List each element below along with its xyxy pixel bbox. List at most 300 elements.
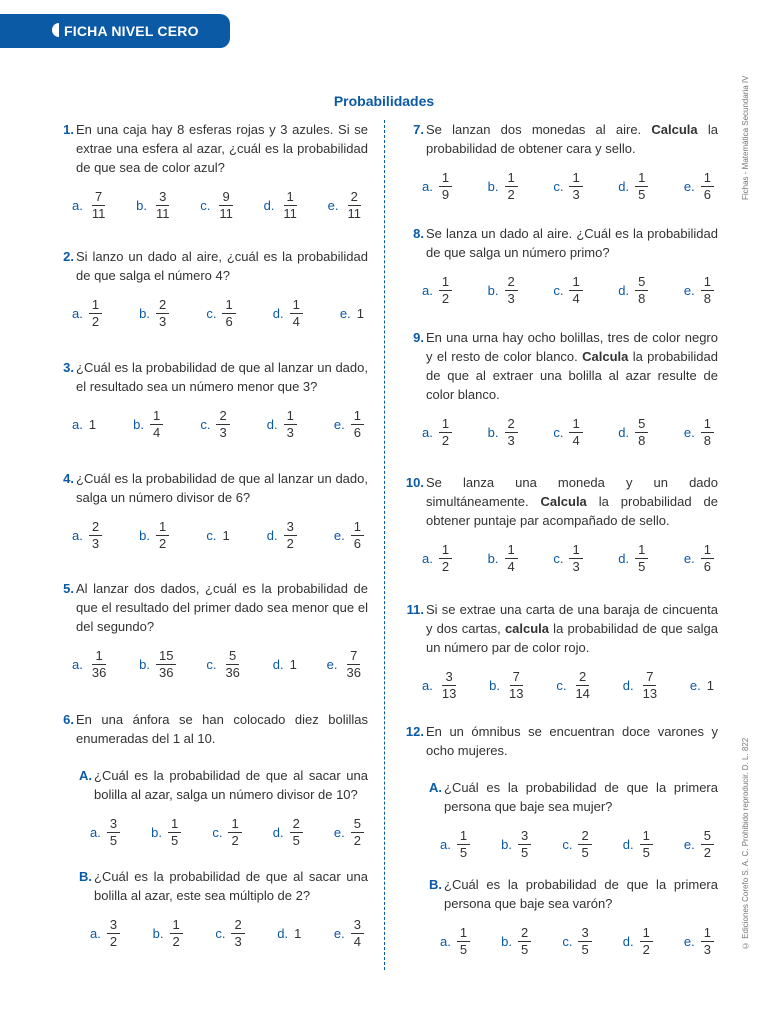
option-letter: a.: [422, 678, 433, 693]
answer-option[interactable]: [422, 416, 452, 449]
question-6: [50, 710, 368, 950]
option-letter: e.: [339, 306, 351, 321]
question-text: Se lanza un dado al aire. ¿Cuál es la probabilidad de que salga un número primo?: [426, 226, 718, 260]
fraction: [569, 542, 582, 575]
question-1: [50, 120, 368, 222]
question-text: En un ómnibus se encuentran doce varones y ocho mujeres.: [426, 724, 718, 758]
question-header: [400, 120, 718, 158]
answer-option[interactable]: [215, 917, 244, 950]
fraction-numerator: 3: [107, 917, 120, 934]
fraction-numerator: 3: [518, 828, 531, 845]
question-number: 4.: [63, 471, 74, 486]
answer-option[interactable]: [273, 657, 297, 672]
question-text: ¿Cuál es la probabilidad de que al lanzar un dado, salga un número divisor de 6?: [76, 471, 368, 505]
fraction-numerator: 5: [635, 416, 648, 433]
answer-option[interactable]: [334, 917, 364, 950]
answer-option[interactable]: [553, 416, 582, 449]
question-text: ¿Cuál es la probabilidad de que la primera persona que baje sea mujer?: [444, 780, 718, 814]
question-text: ¿Cuál es la probabilidad de que la primera persona que baje sea varón?: [444, 877, 718, 911]
fraction-denominator: 8: [703, 433, 711, 448]
fraction: [168, 816, 181, 849]
fraction: [107, 816, 120, 849]
option-letter: c.: [215, 926, 226, 941]
fraction: [701, 925, 714, 958]
option-letter: d.: [272, 306, 284, 321]
answer-option[interactable]: [422, 274, 452, 307]
option-letter: b.: [487, 425, 499, 440]
option-letter: c.: [553, 283, 564, 298]
fraction-numerator: 1: [505, 542, 518, 559]
fraction-denominator: 3: [159, 314, 167, 329]
answer-option[interactable]: [684, 170, 714, 203]
answer-option[interactable]: [72, 417, 96, 432]
option-letter: b.: [151, 825, 162, 840]
fraction-numerator: 3: [351, 917, 364, 934]
fraction-denominator: 14: [575, 686, 590, 701]
fraction-numerator: 2: [505, 416, 518, 433]
answer-option[interactable]: [133, 408, 163, 441]
option-letter: a.: [72, 528, 83, 543]
answer-option[interactable]: [328, 189, 364, 222]
answer-option[interactable]: [200, 189, 236, 222]
question-number: 8.: [413, 226, 424, 241]
fraction-numerator: 1: [505, 170, 518, 187]
fraction-denominator: 5: [171, 833, 179, 848]
answer-option[interactable]: [72, 297, 102, 330]
answer-option[interactable]: [684, 274, 714, 307]
fraction: [518, 828, 531, 861]
fraction-denominator: 2: [441, 559, 450, 574]
fraction-denominator: 4: [572, 433, 580, 448]
option-value: 1: [294, 926, 302, 941]
fraction-numerator: 1: [351, 408, 364, 425]
fraction-denominator: 5: [459, 845, 468, 860]
fraction-denominator: 11: [155, 206, 170, 221]
fraction-denominator: 5: [292, 833, 300, 848]
column-divider: [384, 120, 385, 970]
fraction-numerator: 2: [348, 189, 361, 206]
fraction-numerator: 2: [89, 519, 102, 536]
option-letter: e.: [333, 926, 345, 941]
answer-option[interactable]: [334, 816, 364, 849]
answer-option[interactable]: [422, 669, 459, 702]
fraction: [701, 274, 714, 307]
answer-option[interactable]: [623, 828, 653, 861]
fraction-denominator: 5: [638, 187, 646, 202]
answer-options: [50, 408, 368, 441]
answer-option[interactable]: [136, 189, 172, 222]
answer-option[interactable]: [153, 917, 183, 950]
answer-option[interactable]: [139, 519, 169, 552]
fraction-denominator: 6: [225, 314, 233, 329]
fraction: [505, 274, 518, 307]
answer-option[interactable]: [422, 170, 452, 203]
fraction: [280, 189, 300, 222]
fraction-denominator: 6: [703, 559, 711, 574]
header-tab-label: FICHA NIVEL CERO: [64, 23, 199, 39]
option-letter: e.: [683, 283, 695, 298]
fraction-numerator: 1: [439, 416, 452, 433]
option-letter: a.: [422, 425, 433, 440]
question-text-part: la probabilidad de que salga un número par de color rojo.: [426, 621, 718, 655]
answer-option[interactable]: [488, 274, 518, 307]
answer-option[interactable]: [684, 925, 714, 958]
answer-option[interactable]: [277, 926, 301, 941]
question-12a: [420, 778, 718, 861]
question-text-part: la probabilidad de obtener cara y sello.: [426, 122, 718, 156]
fraction-denominator: 3: [703, 942, 711, 957]
fraction-denominator: 2: [172, 934, 180, 949]
answer-option[interactable]: [206, 528, 229, 543]
fraction-denominator: 6: [353, 425, 361, 440]
fraction: [701, 828, 714, 861]
answer-option[interactable]: [422, 542, 452, 575]
answer-option[interactable]: [206, 648, 243, 681]
fraction-denominator: 8: [703, 291, 711, 306]
answer-option[interactable]: [273, 816, 303, 849]
option-letter: e.: [327, 198, 339, 213]
fraction: [439, 170, 452, 203]
question-number: B.: [79, 869, 92, 884]
fraction: [701, 170, 714, 203]
question-header: [50, 120, 368, 177]
answer-options: [50, 297, 368, 330]
answer-options: [50, 189, 368, 222]
question-header: [50, 358, 368, 396]
fraction-numerator: 1: [701, 416, 714, 433]
fraction: [290, 816, 303, 849]
option-letter: d.: [263, 198, 275, 213]
answer-option[interactable]: [267, 408, 297, 441]
fraction-numerator: 2: [505, 274, 518, 291]
answer-option[interactable]: [264, 189, 300, 222]
answer-options: [400, 416, 718, 449]
question-text: En una ánfora se han colocado diez bolillas enumeradas del 1 al 10.: [76, 712, 368, 746]
question-number: 10.: [405, 475, 424, 490]
fraction: [89, 297, 102, 330]
answer-options: [50, 648, 368, 681]
option-letter: b.: [133, 417, 144, 432]
option-letter: d.: [618, 179, 630, 194]
answer-option[interactable]: [139, 648, 176, 681]
answer-options: [70, 816, 368, 849]
question-header: [70, 766, 368, 804]
answer-option[interactable]: [267, 519, 297, 552]
fraction-denominator: 2: [703, 845, 711, 860]
fraction-numerator: 2: [156, 297, 169, 314]
fraction: [156, 519, 169, 552]
fraction-numerator: 3: [442, 669, 455, 686]
option-letter: c.: [212, 825, 223, 840]
question-header: [400, 224, 718, 262]
answer-option[interactable]: [334, 408, 364, 441]
fraction-denominator: 36: [346, 665, 361, 680]
option-letter: d.: [277, 926, 289, 941]
answer-option[interactable]: [212, 816, 241, 849]
question-text: Si lanzo un dado al aire, ¿cuál es la probabilidad de que salga el número 4?: [76, 249, 368, 283]
fraction: [578, 828, 591, 861]
fraction-numerator: 1: [156, 519, 169, 536]
fraction: [457, 925, 470, 958]
fraction: [228, 816, 241, 849]
answer-option[interactable]: [334, 519, 364, 552]
question-4: [50, 469, 368, 552]
fraction-denominator: 2: [286, 536, 294, 551]
fraction-numerator: 1: [222, 297, 235, 314]
option-letter: e.: [333, 528, 345, 543]
page-title: Probabilidades: [333, 93, 435, 109]
fraction-denominator: 2: [109, 934, 118, 949]
question-header: [400, 328, 718, 404]
answer-option[interactable]: [488, 170, 518, 203]
option-letter: a.: [440, 934, 451, 949]
option-letter: e.: [333, 417, 345, 432]
fraction: [572, 669, 592, 702]
fraction-numerator: 1: [170, 917, 183, 934]
option-letter: c.: [562, 837, 573, 852]
fraction-denominator: 4: [507, 559, 515, 574]
fraction-denominator: 8: [638, 433, 646, 448]
fraction: [640, 925, 653, 958]
fraction-numerator: 1: [569, 274, 582, 291]
fraction: [231, 917, 244, 950]
fraction-numerator: 7: [643, 669, 656, 686]
answer-option[interactable]: [618, 416, 648, 449]
fraction-denominator: 5: [581, 942, 589, 957]
option-letter: c.: [206, 657, 217, 672]
option-letter: a.: [422, 551, 433, 566]
question-header: [420, 875, 718, 913]
question-number: A.: [79, 768, 92, 783]
answer-option[interactable]: [72, 648, 109, 681]
question-number: B.: [429, 877, 442, 892]
fraction-denominator: 13: [441, 686, 457, 701]
fraction: [569, 170, 582, 203]
option-letter: c.: [562, 934, 573, 949]
fraction-numerator: 2: [290, 816, 303, 833]
option-letter: d.: [618, 425, 630, 440]
fraction: [505, 542, 518, 575]
fraction-numerator: 1: [439, 274, 452, 291]
answer-option[interactable]: [151, 816, 181, 849]
fraction-denominator: 3: [286, 425, 294, 440]
answer-option[interactable]: [488, 416, 518, 449]
fraction: [216, 189, 236, 222]
fraction-denominator: 11: [347, 206, 361, 221]
answer-option[interactable]: [340, 306, 364, 321]
answer-option[interactable]: [72, 189, 108, 222]
answer-option[interactable]: [501, 828, 531, 861]
option-letter: e.: [333, 825, 345, 840]
fraction-numerator: 1: [640, 828, 653, 845]
header-tab: [0, 14, 230, 48]
fraction-denominator: 5: [638, 559, 646, 574]
fraction: [635, 170, 648, 203]
answer-option[interactable]: [623, 669, 660, 702]
question-text-bold: Calcula: [582, 349, 629, 364]
fraction-numerator: 7: [347, 648, 360, 665]
fraction-denominator: 5: [459, 942, 468, 957]
fraction-denominator: 5: [521, 845, 529, 860]
answer-option[interactable]: [623, 925, 653, 958]
fraction: [635, 274, 648, 307]
question-6a: [70, 766, 368, 849]
fraction-numerator: 1: [290, 297, 303, 314]
fraction-numerator: 7: [510, 669, 523, 686]
fraction-numerator: 3: [156, 189, 169, 206]
question-number: 1.: [63, 122, 74, 137]
fraction-numerator: 1: [89, 297, 102, 314]
answer-option[interactable]: [72, 519, 102, 552]
fraction: [640, 828, 653, 861]
question-number: 2.: [63, 249, 74, 264]
option-letter: a.: [90, 926, 101, 941]
fraction-numerator: 1: [569, 416, 582, 433]
fraction-numerator: 1: [457, 925, 470, 942]
option-letter: c.: [200, 417, 211, 432]
question-text-part: Si se extrae una carta de una baraja de cincuenta y dos cartas,: [426, 602, 718, 636]
fraction-numerator: 1: [439, 542, 452, 559]
question-number: 9.: [413, 330, 424, 345]
question-header: [400, 473, 718, 530]
question-header: [50, 469, 368, 507]
answer-option[interactable]: [90, 816, 120, 849]
question-3: [50, 358, 368, 441]
fraction: [150, 408, 163, 441]
fraction-numerator: 1: [640, 925, 653, 942]
option-letter: d.: [618, 283, 630, 298]
option-letter: e.: [683, 179, 695, 194]
option-letter: e.: [683, 551, 695, 566]
answer-options: [400, 542, 718, 575]
answer-option[interactable]: [556, 669, 593, 702]
answer-option[interactable]: [489, 669, 526, 702]
option-letter: b.: [152, 926, 164, 941]
answer-option[interactable]: [618, 170, 648, 203]
question-text-bold: Calcula: [651, 122, 698, 137]
option-letter: a.: [422, 179, 433, 194]
option-letter: b.: [487, 179, 499, 194]
answer-option[interactable]: [562, 828, 591, 861]
answer-option[interactable]: [206, 297, 235, 330]
option-letter: d.: [266, 528, 278, 543]
fraction-numerator: 1: [701, 542, 714, 559]
option-letter: b.: [501, 934, 512, 949]
answer-option[interactable]: [327, 648, 364, 681]
fraction-denominator: 11: [219, 206, 233, 221]
answer-options: [400, 170, 718, 203]
fraction-denominator: 13: [642, 686, 658, 701]
answer-options: [420, 828, 718, 861]
answer-option[interactable]: [618, 274, 648, 307]
fraction: [89, 519, 102, 552]
fraction-numerator: 1: [701, 925, 714, 942]
question-number: 12.: [405, 724, 424, 739]
fraction-denominator: 3: [507, 291, 515, 306]
question-11: [400, 600, 718, 702]
option-letter: b.: [139, 528, 150, 543]
fraction: [635, 416, 648, 449]
fraction-numerator: 9: [219, 189, 232, 206]
answer-option[interactable]: [440, 828, 470, 861]
side-caption-top: Fichas - Matemática Secundaria IV: [741, 75, 750, 200]
question-text: ¿Cuál es la probabilidad de que al lanzar un dado, el resultado sea un número menor que 3?: [76, 360, 368, 394]
answer-option[interactable]: [562, 925, 591, 958]
fraction: [156, 648, 176, 681]
answer-option[interactable]: [684, 828, 714, 861]
option-letter: c.: [200, 198, 211, 213]
fraction: [640, 669, 660, 702]
answer-option[interactable]: [488, 542, 518, 575]
answer-option[interactable]: [684, 542, 714, 575]
answer-option[interactable]: [200, 408, 229, 441]
question-number: 6.: [63, 712, 74, 727]
option-value: 1: [88, 417, 97, 432]
fraction-denominator: 2: [507, 187, 515, 202]
fraction: [89, 648, 109, 681]
answer-option[interactable]: [553, 274, 582, 307]
option-letter: b.: [487, 283, 499, 298]
fraction: [439, 274, 452, 307]
option-letter: e.: [683, 934, 695, 949]
answer-option[interactable]: [684, 416, 714, 449]
option-letter: c.: [553, 551, 564, 566]
answer-option[interactable]: [440, 925, 470, 958]
fraction: [578, 925, 591, 958]
answer-option[interactable]: [139, 297, 169, 330]
fraction-denominator: 3: [507, 433, 515, 448]
fraction-numerator: 1: [569, 170, 582, 187]
answer-option[interactable]: [553, 170, 582, 203]
fraction-denominator: 11: [283, 206, 297, 221]
fraction-denominator: 9: [441, 187, 450, 202]
option-value: 1: [356, 306, 364, 321]
answer-options: [70, 917, 368, 950]
fraction: [457, 828, 470, 861]
option-letter: e.: [326, 657, 338, 672]
question-number: 11.: [406, 602, 424, 617]
answer-option[interactable]: [553, 542, 582, 575]
option-letter: c.: [206, 306, 217, 321]
fraction: [351, 816, 364, 849]
fraction: [290, 297, 303, 330]
fraction-numerator: 1: [635, 542, 648, 559]
tab-marker-icon: [52, 23, 59, 37]
fraction: [701, 416, 714, 449]
answer-option[interactable]: [690, 678, 714, 693]
fraction-denominator: 5: [642, 845, 650, 860]
fraction-denominator: 36: [91, 665, 107, 680]
option-letter: d.: [272, 657, 284, 672]
option-letter: d.: [622, 837, 634, 852]
answer-option[interactable]: [273, 297, 303, 330]
answer-option[interactable]: [501, 925, 531, 958]
answer-option[interactable]: [90, 917, 120, 950]
option-letter: c.: [556, 678, 567, 693]
option-letter: d.: [622, 678, 634, 693]
fraction: [518, 925, 531, 958]
question-12: [400, 722, 718, 958]
option-letter: c.: [553, 179, 564, 194]
fraction-denominator: 11: [91, 206, 106, 221]
fraction: [216, 408, 229, 441]
answer-option[interactable]: [618, 542, 648, 575]
option-letter: a.: [72, 657, 83, 672]
fraction-denominator: 3: [91, 536, 100, 551]
fraction: [107, 917, 120, 950]
fraction-numerator: 1: [228, 816, 241, 833]
fraction-denominator: 4: [292, 314, 300, 329]
